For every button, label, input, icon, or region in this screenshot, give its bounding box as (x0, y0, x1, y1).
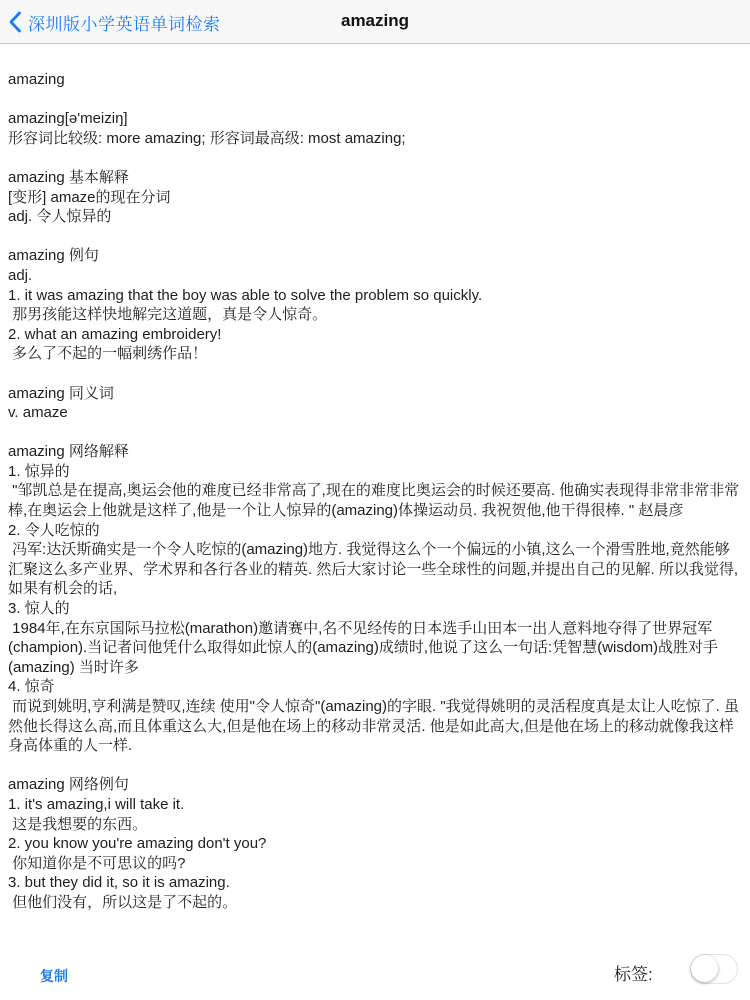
tag-toggle[interactable] (690, 954, 738, 984)
section-line: 4. 惊奇 (8, 678, 55, 696)
section-line: 1. it's amazing,i will take it. (8, 795, 185, 813)
section-line: 这是我想要的东西。 (8, 815, 148, 833)
synonyms-section (8, 384, 742, 423)
section-heading: amazing 例句 (8, 247, 99, 265)
web-meanings-section (8, 442, 742, 756)
section-heading: amazing 网络解释 (8, 443, 129, 461)
copy-button[interactable]: 复制 (40, 968, 68, 984)
section-line: 1. it was amazing that the boy was able to solve the problem so quickly. (8, 286, 483, 304)
section-line: 2. 令人吃惊的 (8, 521, 100, 539)
section-heading: amazing 基本解释 (8, 168, 129, 186)
section-line: 冯军:达沃斯确实是一个令人吃惊的(amazing)地方. 我觉得这么个一个偏远的小镇,这么一个滑雪胜地,竟然能够汇聚这么多产业界、学术界和各行各业的精英. 然后大家讨论一些全球性的问题,并提出自己的见解. 所以我觉得,如果有机会的话, (8, 541, 739, 598)
toggle-knob (691, 955, 718, 982)
section-line: adj. (8, 266, 33, 284)
word-forms-line: 形容词比较级: more amazing; 形容词最高级: most amazing; (8, 129, 406, 147)
section-line: 而说到姚明,亨利满是赞叹,连续 使用"令人惊奇"(amazing)的字眼. "我觉得姚明的灵活程度真是太让人吃惊了. 虽然他长得这么高,而且体重这么大,但是他在场上的移动非常灵活. 他是如此高大,但是他在场上的移动就像我这样身高体重的人一样. (8, 698, 740, 755)
section-line: [变形] amaze的现在分词 (8, 188, 171, 206)
word-headword-block (8, 70, 742, 90)
tag-label: 标签: (614, 965, 653, 984)
section-line: 你知道你是不可思议的吗? (8, 854, 186, 872)
pronunciation-block (8, 109, 742, 148)
page-title: amazing (340, 11, 410, 30)
section-heading: amazing 同义词 (8, 384, 114, 402)
example-sentences-section (8, 246, 742, 364)
section-heading: amazing 网络例句 (8, 776, 129, 794)
section-line: 1984年,在东京国际马拉松(marathon)邀请赛中,名不见经传的日本选手山田本一出人意料地夺得了世界冠军(champion).当记者问他凭什么取得如此惊人的(amazing)成绩时,他说了这么一句话:凭智慧(wisdom)战胜对手(amazing) 当时许多 (8, 619, 719, 676)
section-line: 3. but they did it, so it is amazing. (8, 874, 230, 892)
phonetic-line: amazing[ə'meiziŋ] (8, 110, 128, 128)
web-examples-section (8, 775, 742, 912)
section-line: 1. 惊异的 (8, 462, 70, 480)
word-entry (8, 70, 742, 932)
navigation-bar (0, 0, 750, 44)
section-line: 3. 惊人的 (8, 600, 70, 618)
bottom-toolbar (0, 948, 750, 1000)
section-line: 2. what an amazing embroidery! (8, 325, 222, 343)
section-line: 2. you know you're amazing don't you? (8, 835, 267, 853)
back-button-label: 深圳版小学英语单词检索 (28, 14, 221, 34)
section-line: adj. 令人惊异的 (8, 208, 112, 226)
section-line: 但他们没有，所以这是了不起的。 (8, 893, 238, 911)
section-line: v. amaze (8, 404, 68, 422)
section-line: "邹凯总是在提高,奥运会他的难度已经非常高了,现在的难度比奥运会的时候还要高. 他确实表现得非常非常非常棒,在奥运会上他就是这样了,他是一个让人惊异的(amazing)体操运动员. 我祝贺他,他干得很棒. " 赵晨彦 (8, 482, 740, 520)
section-line: 多么了不起的一幅刺绣作品！ (8, 345, 208, 363)
section-line: 那男孩能这样快地解完这道题，真是令人惊奇。 (8, 306, 328, 324)
basic-meaning-section (8, 168, 742, 227)
headword: amazing (8, 71, 65, 88)
